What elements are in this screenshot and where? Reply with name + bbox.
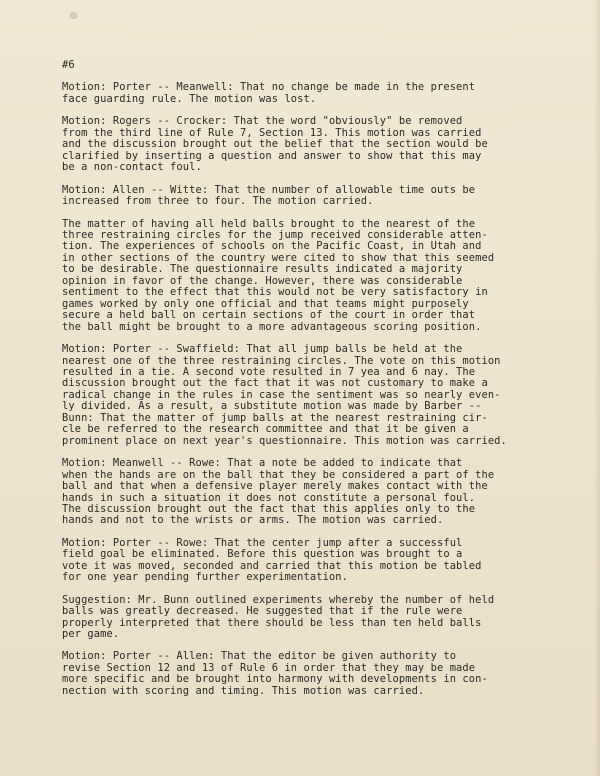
text-line: secure a held ball on certain sections of the court in order that	[62, 309, 476, 322]
paragraph-motion-jump-balls	[62, 344, 550, 447]
text-line: radical change in the rules in case the sentiment was so nearly even-	[62, 388, 501, 401]
text-line: the ball might be brought to a more advantageous scoring position.	[62, 320, 482, 333]
text-line: cle be referred to the research committee and that it be given a	[62, 423, 469, 436]
paragraph-suggestion-bunn	[62, 595, 550, 641]
text-line: properly interpreted that there should be less than ten held balls	[62, 616, 482, 629]
text-line: resulted in a tie. A second vote resulted in 7 yea and 6 nay. The	[62, 365, 476, 378]
text-line: when the hands are on the ball that they be considered a part of the	[62, 468, 495, 481]
text-line: Motion: Porter -- Rowe: That the center jump after a successful	[62, 536, 463, 549]
text-line: ly divided. As a result, a substitute motion was made by Barber --	[62, 400, 482, 413]
text-line: and the discussion brought out the belief that the section would be	[62, 138, 488, 151]
text-line: Motion: Porter -- Swaffield: That all jump balls be held at the	[62, 343, 463, 356]
text-line: prominent place on next year's questionnaire. This motion was carried.	[62, 434, 507, 447]
text-line: games worked by only one official and that teams might purposely	[62, 297, 469, 310]
paragraph-held-balls-discussion	[62, 219, 550, 334]
paragraph-motion-time-outs	[62, 185, 550, 208]
text-line: discussion brought out the fact that it was not customary to make a	[62, 377, 488, 390]
text-line: field goal be eliminated. Before this question was brought to a	[62, 548, 463, 561]
text-line: sentiment to the effect that this would not be very satisfactory in	[62, 286, 488, 299]
text-line: Motion: Porter -- Meanwell: That no change be made in the present	[62, 81, 476, 94]
paragraph-motion-face-guarding	[62, 82, 550, 105]
text-line: opinion in favor of the change. However, there was considerable	[62, 274, 463, 287]
text-line: more specific and be brought into harmony with developments in con-	[62, 673, 488, 686]
text-line: in other sections of the country were cited to show that this seemed	[62, 251, 495, 264]
text-line: tion. The experiences of schools on the Pacific Coast, in Utah and	[62, 240, 482, 253]
page-number: #6	[62, 59, 75, 71]
text-line: to be desirable. The questionnaire results indicated a majority	[62, 263, 463, 276]
paper-blemish-mark	[70, 12, 77, 19]
text-line: face guarding rule. The motion was lost.	[62, 92, 317, 105]
text-line: hands and not to the wrists or arms. The motion was carried.	[62, 514, 444, 527]
text-line: The discussion brought out the fact that this applies only to the	[62, 502, 476, 515]
text-line: vote it was moved, seconded and carried that this motion be tabled	[62, 559, 482, 572]
text-line: hands in such a situation it does not constitute a personal foul.	[62, 491, 476, 504]
text-line: nearest one of the three restraining circles. The vote on this motion	[62, 354, 501, 367]
text-line: revise Section 12 and 13 of Rule 6 in order that they may be made	[62, 661, 476, 674]
text-line: be a non-contact foul.	[62, 161, 202, 174]
paragraph-motion-obviously	[62, 116, 550, 173]
text-line: increased from three to four. The motion carried.	[62, 195, 374, 208]
paragraph-list	[62, 82, 550, 697]
paragraph-motion-hands-on-ball	[62, 458, 550, 527]
typed-text-body	[62, 60, 550, 708]
text-line: Motion: Rogers -- Crocker: That the word "obviously" be removed	[62, 115, 463, 128]
text-line: balls was greatly decreased. He suggested that if the rule were	[62, 605, 463, 618]
text-line: for one year pending further experimentation.	[62, 571, 349, 584]
text-line: from the third line of Rule 7, Section 13. This motion was carried	[62, 126, 482, 139]
text-line: Suggestion: Mr. Bunn outlined experiments whereby the number of held	[62, 593, 495, 606]
text-line: clarified by inserting a question and answer to show that this may	[62, 149, 482, 162]
text-line: ball and that when a defensive player merely makes contact with the	[62, 480, 488, 493]
text-line: nection with scoring and timing. This motion was carried.	[62, 684, 425, 697]
text-line: per game.	[62, 628, 120, 641]
text-line: Motion: Porter -- Allen: That the editor be given authority to	[62, 650, 457, 663]
text-line: Motion: Allen -- Witte: That the number of allowable time outs be	[62, 183, 476, 196]
page-edge-shadow	[594, 0, 600, 776]
text-line: three restraining circles for the jump received considerable atten-	[62, 228, 488, 241]
text-line: Motion: Meanwell -- Rowe: That a note be added to indicate that	[62, 457, 463, 470]
paragraph-motion-center-jump	[62, 538, 550, 584]
text-line: The matter of having all held balls brought to the nearest of the	[62, 217, 476, 230]
paragraph-motion-editor-authority	[62, 651, 550, 697]
text-line: Bunn: That the matter of jump balls at the nearest restraining cir-	[62, 411, 488, 424]
